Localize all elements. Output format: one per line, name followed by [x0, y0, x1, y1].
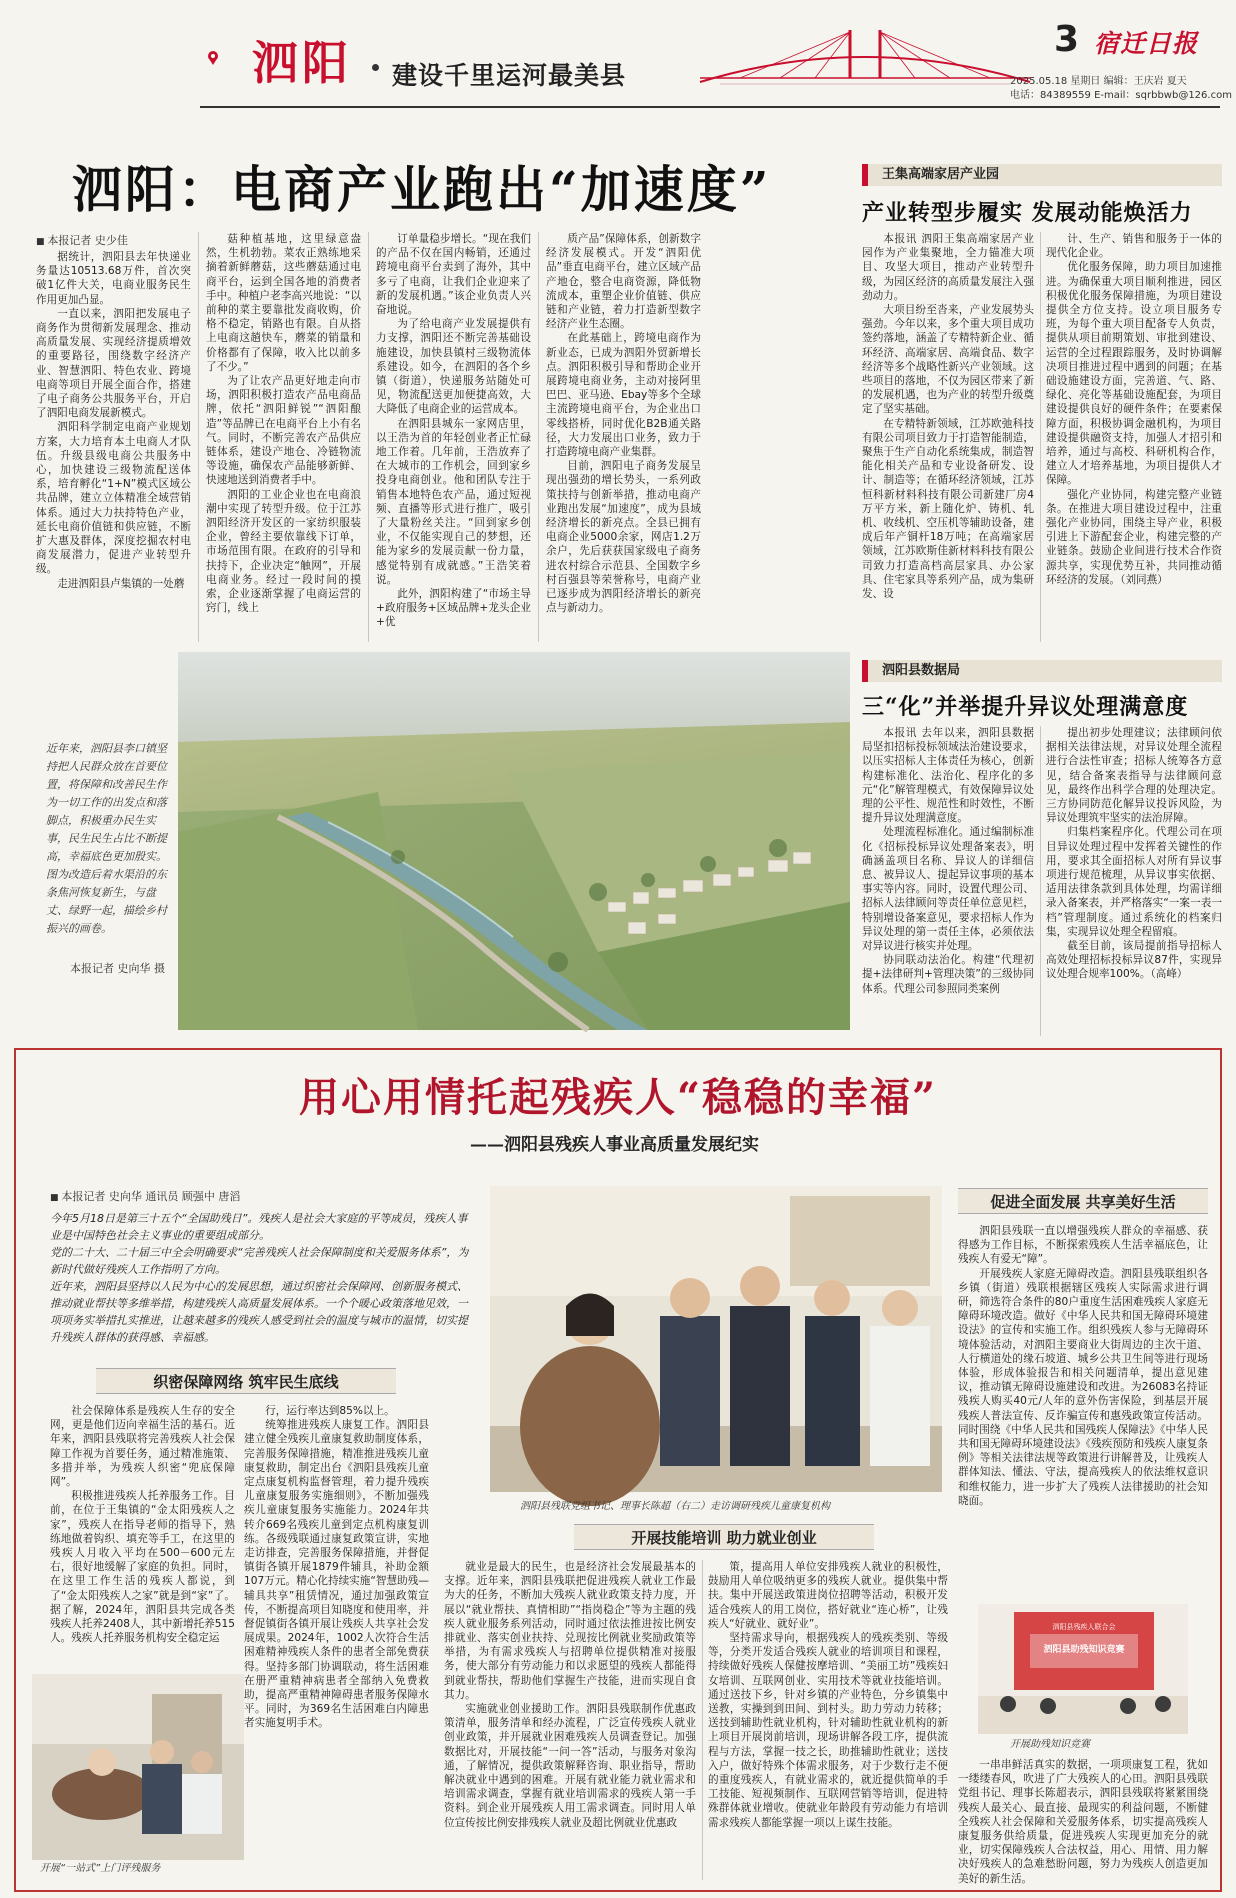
paragraph: 计、生产、销售和服务于一体的现代化企业。	[1046, 233, 1222, 260]
feature-byline: ■ 本报记者 史向华 通讯员 顾强中 唐滔	[50, 1188, 240, 1204]
location-pin-icon	[205, 50, 221, 66]
column-divider	[538, 232, 539, 642]
paragraph: 提出初步处理建议；法律顾问依据相关法律法规，对异议处理全流程进行合法性审查；招标人统筹各方意见，结合备案表指导与法律顾问意见，最终作出科学合理的处理决定。三方协同防范化解异议投诉风险，为异议处理筑牢坚实的法治屏障。	[1046, 727, 1222, 825]
top-article-column-1	[36, 250, 191, 645]
paragraph: 图为改造后着水渠沿的东条焦河恢复新生，与盘丈、绿野一起，描绘乡村振兴的画卷。	[46, 868, 167, 935]
side-article-2-tag: 泗阳县数据局	[862, 660, 1222, 682]
column-divider	[1040, 232, 1041, 642]
paragraph: 质产品”保障体系，创新数字经济发展模式。开发“泗阳优品”垂直电商平台，建立区域产品产地仓，整合电商资源，降低物流成本，重塑企业价值链、供应链和产业链，着力打造新型数字经济产业生态圈。	[546, 233, 701, 331]
paragraph: 近年来，泗阳县李口镇坚持把人民群众放在首要位置，将保障和改善民生作为一切工作的出发点和落脚点，积极重办民生实事，民生民生占比不断提高，幸福底色更加殷实。	[46, 742, 167, 863]
home-visit-photo	[32, 1674, 244, 1860]
feature-lead	[50, 1210, 470, 1356]
paragraph: 在此基础上，跨境电商作为新业态，已成为泗阳外贸新增长点。泗阳积极引导和帮助企业开展跨境电商业务，主动对接阿里巴巴、亚马逊、Ebay等多个全球主流跨境电商平台，为企业出口零线搭桥，同时优化B2B通关路径，大力发展出口业务，致力于打造跨境电商产业集群。	[546, 332, 701, 459]
feature-section-2-column-2	[708, 1560, 948, 1880]
side-article-2-column-2	[1046, 726, 1222, 1036]
paragraph: 为了让农产品更好地走向市场，泗阳积极打造农产品电商品牌，依托“泗阳鲜锐”“泗阳酿造”等品牌已在电商平台上小有名气。同时，不断完善农产品供应链体系，建设产地仓、冷链物流等设施，确保农产品能够新鲜、快速地送到消费者手中。	[206, 375, 361, 487]
contact-meta: 电话：84389559 E-mail：sqrbbwb@126.com	[1010, 90, 1232, 101]
paragraph: 泗阳的工业企业也在电商浪潮中实现了转型升级。位于江苏泗阳经济开发区的一家纺织服装企业，曾经主要依靠线下订单，市场范围有限。在政府的引导和扶持下，企业决定“触网”，开展电商业务。经过一段时间的摸索，企业逐渐掌握了电商运营的窍门，线上	[206, 488, 361, 615]
paragraph: 在泗阳县城东一家网店里，以王浩为首的年轻创业者正忙碌地工作着。几年前，王浩放弃了在大城市的工作机会，回到家乡投身电商创业。他和团队专注于销售本地特色农产品，通过短视频、直播等形式进行推广，吸引了大量粉丝关注。“回到家乡创业，不仅能实现自己的梦想，还能为家乡的发展贡献一份力量，感觉特别有成就感。”王浩笑着说。	[376, 417, 531, 586]
paragraph: 泗阳县残联一直以增强残疾人群众的幸福感、获得感为工作目标，不断探索残疾人生活幸福底色，让残疾人有爱无“障”。	[958, 1225, 1208, 1266]
feature-section-1-column-2	[244, 1404, 429, 1730]
feature-title: 用心用情托起残疾人“稳稳的幸福”	[298, 1074, 937, 1121]
paragraph: 强化产业协同，构建完整产业链条。在推进大项目建设过程中，注重强化产业协同，围绕主导产业，积极引进上下游配套企业，构建完整的产业链条。鼓励企业间进行技术合作资源共享，实现优势互补，共同推动循环经济的发展。（刘同燕）	[1046, 488, 1222, 586]
paragraph: 社会保障体系是残疾人生存的安全网，更是他们迈向幸福生活的基石。近年来，泗阳县残联将完善残疾人社会保障工作视为首要任务，通过精准施策、多措并举，为残疾人织密“兜底保障网”。	[50, 1405, 235, 1489]
paragraph: 订单量稳步增长。“现在我们的产品不仅在国内畅销，还通过跨境电商平台卖到了海外，其中多亏了电商，让我们企业迎来了新的发展机遇。”该企业负责人兴奋地说。	[376, 233, 531, 317]
feature-section-2-heading: 开展技能培训 助力就业创业	[574, 1524, 874, 1550]
paragraph: 党的二十大、二十届三中全会明确要求“完善残疾人社会保障制度和关爱服务体系”，为新时代做好残疾人工作指明了方向。	[50, 1246, 469, 1276]
paragraph: 实施就业创业援助工作。泗阳县残联制作优惠政策清单，服务清单和经办流程，广泛宣传残疾人就业创业政策，并开展就业困难残疾人员调查登记。加强数据比对，开展技能“一问一答”活动，与服务对象沟通，了解情况，提供政策解释咨询、职业指导，帮助解决就业中遇到的困难。开展有就业能力就业需求和培训需求调查，掌握有就业培训需求的残疾人第一手资料。到企业开展残疾人用工需求调查。同时用人单位宣传按比例安排残疾人就业及超比例就业优惠政	[444, 1703, 696, 1829]
column-divider	[368, 232, 369, 642]
quiz-screen-org: 泗阳县残疾人联合会	[1052, 1623, 1116, 1631]
paragraph: 一串串鲜活真实的数据，一项项康复工程，犹如一缕缕春风，吹进了广大残疾人的心田。泗阳县残联党组书记、理事长陈超表示，泗阳县残联将紧紧围绕残疾人最关心、最直接、最现实的利益问题，不断健全残疾人社会保障和关爱服务体系，切实提高残疾人康复服务供给质量，促进残疾人实现更加充分的就业，切实保障残疾人合法权益，用心、用情、用力解决好残疾人的急难愁盼问题，努力为残疾人创造更加美好的新生活。	[958, 1759, 1208, 1885]
issue-meta: 2025.05.18 星期日 编辑：王庆岩 夏天	[1010, 76, 1187, 87]
paragraph: 协同联动法治化。构建“代理初提+法律研判+管理决策”的三级协同体系。代理公司参照同类案例	[862, 954, 1034, 995]
top-article-column-2	[206, 232, 361, 642]
rehab-visit-caption: 泗阳县残联党组书记、理事长陈超（右二）走访调研残疾儿童康复机构	[520, 1501, 830, 1512]
side-article-2-title: 三“化”并举提升异议处理满意度	[862, 694, 1189, 720]
paragraph: 行，运行率达到85%以上。	[265, 1405, 395, 1417]
column-divider	[702, 1560, 703, 1880]
header-rule	[200, 106, 1220, 108]
paragraph: 目前，泗阳电子商务发展呈现出强劲的增长势头，一系列政策扶持与创新举措，推动电商产业跑出发展“加速度”，成为县域经济增长的新亮点。全县已拥有电商企业5000余家，网店1.2万余户，先后获获国家级电子商务进农村综合示范县、全国数字乡村百强县等荣誉称号，电商产业已逐步成为泗阳经济增长的新亮点与新动力。	[546, 460, 701, 615]
paragraph: 近年来，泗阳县坚持以人民为中心的发展思想，通过织密社会保障网、创新服务模式、推动就业帮扶等多维举措，构建残疾人高质量发展体系。一个个暖心政策落地见效，一项项务实举措扎实推进，让越来越多的残疾人感受到社会的温度与城市的温情，切实提升残疾人群体的获得感、幸福感。	[50, 1280, 468, 1344]
feature-subtitle: ——泗阳县残疾人事业高质量发展纪实	[470, 1135, 759, 1155]
paragraph: 在专精特新领域，江苏欧弛科技有限公司项目致力于打造智能制造，聚焦于生产自动化系统集成，制造智能化相关产品和专业设备研发、设计、制造等；在循环经济领域，江苏恒科新材料科技有限公司新建厂房4万平方米，新上随化炉、铸机、轧机、收线机、空压机等辅助设备，建成后年产铜杆18万吨；在高端家居领域，江苏欧斯佳新材料科技有限公司致力打造高档高层家具、办公家具、住宅家具等系列产品，成为集研发、设	[862, 417, 1034, 601]
paragraph: 处理流程标准化。通过编制标准化《招标投标异议处理备案表》，明确涵盖项目名称、异议人的详细信息、被异议人、提起异议事项的基本事实等内容。同时，设置代理公司、招标人法律顾问等责任单位意见栏，特别增设备案意见，要求招标人作为异议处理的第一责任主体，必须依法对异议进行核实并处理。	[862, 826, 1034, 953]
paragraph: 今年5月18日是第三十五个“全国助残日”。残疾人是社会大家庭的平等成员，残疾人事业是中国特色社会主义事业的重要组成部分。	[50, 1212, 468, 1242]
paragraph: 本报讯 去年以来，泗阳县数据局坚扣招标投标领域法治建设要求，以压实招标人主体责任为核心，创新构建标准化、法治化、程序化的多元“化”解管理模式，有效保障异议处理的公平性、规范性和时效性，不断提升异议处理满意度。	[862, 727, 1034, 825]
paragraph: 就业是最大的民生，也是经济社会发展最基本的支撑。近年来，泗阳县残联把促进残疾人就业工作最为大的任务，不断加大残疾人就业政策支持力度，开展以“就业帮扶、真情相助”“指岗稳企”等为主题的残疾人就业服务系列活动，同时通过依法推进按比例安排就业、落实创业扶持、兑现按比例就业奖励政策等举措，为有需求残疾人与招聘单位提供精准对接服务，使大部分有劳动能力和以求愿望的残疾人都能得到就业帮扶，帮助他们掌握生产技能，进而实现自食其力。	[444, 1561, 696, 1701]
feature-section-1-column-1	[50, 1404, 235, 1674]
top-article-column-3	[376, 232, 531, 642]
aerial-photo-credit: 本报记者 史向华 摄	[70, 962, 165, 975]
feature-section-1-heading: 织密保障网络 筑牢民生底线	[96, 1368, 396, 1394]
paragraph: 菇种植基地，这里绿意盎然，生机勃勃。菜农正熟练地采摘着新鲜蘑菇，这些蘑菇通过电商平台，运到全国各地的消费者手中。种植户老李高兴地说：“以前种的菜主要靠批发商收购，价格不稳定，销路也有限。自从搭上电商这趟快车，蘑菜的销量和价格都有了保障，收入比以前多了不少。”	[206, 233, 361, 373]
paragraph: 此外，泗阳构建了“市场主导+政府服务+区域品牌+龙头企业+优	[376, 588, 531, 629]
paragraph: 为了给电商产业发展提供有力支撑，泗阳还不断完善基础设施建设，加快县镇村三级物流体系建设。如今，在泗阳的各个乡镇（街道），快递服务站随处可见，物流配送更加便捷高效，大大降低了电商企业的运营成本。	[376, 318, 531, 416]
quiz-photo	[978, 1604, 1188, 1734]
paragraph: 归集档案程序化。代理公司在项目异议处理过程中发挥着关键性的作用，要求其全面招标人对所有异议事项进行规范梳理，从异议事实依据、适用法律条款到具体处理，均需详细录入备案表，并严格落实“一案一表一档”管理制度。通过系统化的档案归集，实现异议处理全程留痕。	[1046, 826, 1222, 938]
rehab-visit-photo	[490, 1186, 942, 1492]
feature-closing-paragraph	[958, 1758, 1208, 1884]
paragraph: 优化服务保障，助力项目加速推进。为确保重大项目顺利推进，园区积极优化服务保障措施，为项目建设提供全方位支持。设立项目服务专班，为每个重大项目配备专人负责，提供从项目前期策划、审批到建设、运营的全过程跟踪服务，及时协调解决项目推进过程中遇到的问题；在基础设施建设方面，完善道、气、路、绿化、亮化等基础设施配套，为项目建设提供良好的硬件条件；在要素保障方面，积极协调金融机构，为项目建设提供融资支持，加强人才招引和培养，通过与高校、科研机构合作，建立人才培养基地，为项目提供人才保障。	[1046, 261, 1222, 487]
top-article-column-4	[546, 232, 701, 642]
side-article-2-column-1	[862, 726, 1034, 1036]
feature-section-2-column-1	[444, 1560, 696, 1880]
home-visit-caption: 开展“一站式”上门评残服务	[40, 1863, 161, 1874]
newspaper-logo: 宿迁日报	[1094, 29, 1199, 58]
top-article-byline: ■ 本报记者 史少佳	[36, 232, 128, 248]
side-article-1-column-1	[862, 232, 1034, 642]
paragraph: 泗阳科学制定电商产业规划方案，大力培育本土电商人才队伍。升级县级电商公共服务中心，加快建设三级物流配送体系，培育孵化“1+N”模式区域公共品牌，建立立体精准全域营销体系。通过大力扶持特色产业，延长电商价值链和供应链，不断扩大惠及群体，深度挖掘农村电商发展潜力，促进产业转型升级。	[36, 421, 191, 576]
paragraph: 一直以来，泗阳把发展电子商务作为贯彻新发展理念、推动高质量发展、实现经济提质增效的重要路径，围绕数字经济产业、智慧泗阳、特色农业、跨境电商等项目开展全面合作，搭建了电子商务公共服务平台，开启了泗阳电商发展新模式。	[36, 307, 191, 420]
column-divider	[198, 232, 199, 642]
feature-section-3-heading: 促进全面发展 共享美好生活	[958, 1188, 1208, 1214]
aerial-canal-photo	[178, 652, 850, 1030]
feature-section-3-column-1	[958, 1224, 1208, 1600]
aerial-canal-illustration	[178, 652, 850, 1030]
paragraph: 积极推进残疾人托养服务工作。目前，在位于王集镇的“金太阳残疾人之家”，残疾人在指导老师的指导下，熟练地做着钩织、填充等手工，在这里的残疾人月收入平均在500－600元左右，很好地缓解了家庭的负担。同时，在这里工作生活的残疾人都说，到了“金太阳残疾人之家”就是到“家”了。据了解，2024年，泗阳县共完成各类残疾人托养2408人，其中新增托养515人。残疾人托养服务机构安全稳定运	[50, 1490, 235, 1645]
quiz-screen-title: 泗阳县助残知识竞赛	[1043, 1645, 1125, 1655]
masthead	[0, 0, 1236, 108]
side-article-1-column-2	[1046, 232, 1222, 642]
paragraph: 大项目纷至沓来，产业发展势头强劲。今年以来，多个重大项目成功签约落地，涵盖了专精特新企业、循环经济、高端家居、高端食品、数字经济等多个战略性新兴产业领域。这些项目的落地，不仅为园区带来了新的发展机遇，也为产业的转型升级奠定了坚实基础。	[862, 304, 1034, 416]
side-article-1-tag: 王集高端家居产业园	[862, 164, 1222, 186]
paragraph: 策，提高用人单位安排残疾人就业的积极性，鼓励用人单位吸纳更多的残疾人就业。提供集中帮扶。集中开展送政策进岗位招聘等活动，积极开发适合残疾人的用工岗位，搭好就业“连心桥”，让残疾人“好就业、就好业”。	[708, 1561, 948, 1630]
paragraph: 开展残疾人家庭无障碍改造。泗阳县残联组织各乡镇（街道）残联根据辖区残疾人实际需求进行调研，筛选符合条件的80户重度生活困难残疾人家庭无障碍环境改造。做好《中华人民共和国无障碍环境建设法》的宣传和实施工作。组织残疾人参与无障碍环境体验活动，对泗阳主要商业大街周边的主次干道、人行横道处的缘石坡道、城乡公共卫生间等进行现场体验，形成体验报告和相关问题清单，提出意见建议，推动镇无障碍设施建设和改进。为26083名持证残疾人购买40元/人年的意外伤害保险，到基层开展残疾人普法宣传、反诈骗宣传和惠残政策宣传活动。同时围绕《中华人民共和国残疾人保障法》《中华人民共和国无障碍环境建设法》《残疾预防和残疾人康复条例》等相关法律法规等政策进行讲解普及，让残疾人群体知法、懂法、守法，提高残疾人的依法维权意识和维权能力，进一步扩大了残疾人法律援助的社会知晓面。	[958, 1267, 1208, 1507]
section-name: 泗阳	[252, 36, 352, 90]
paragraph: 走进泗阳县卢集镇的一处蘑	[57, 577, 185, 590]
section-separator-dot	[372, 64, 379, 71]
paragraph: 本报讯 泗阳王集高端家居产业园作为产业集聚地，全力锚准大项目、攻坚大项目，推动产业转型升级，为园区经济的高质量发展注入强劲动力。	[862, 233, 1034, 302]
paragraph: 统筹推进残疾人康复工作。泗阳县建立健全残疾儿童康复救助制度体系，完善服务保障措施，精准推进残疾儿童康复救助，制定出台《泗阳县残疾儿童定点康复机构监督管理，着力提升残疾儿童康复服务实施细则》，不断加强残疾儿童康复服务实施能力。2024年共转介669名残疾儿童到定点机构康复训练。各级残联通过康复政策宣讲，实地走访排查，完善服务保障措施，并督促镇街各镇开展1879件辅具，补助金额107万元。精心化持续实施“智慧助残—辅具共享”租赁情况，通过加强政策宣传，不断提高项目知晓度和使用率，并督促镇街各镇开展让残疾人共享社会发展成果。2024年，1002人次符合生活困难精神残疾人条件的患者全部免费获得。坚持多部门协调联动，将生活困难在册严重精神病患者全部纳入免费救助，提高严重精神障碍患者服务保障水平。同时，为369名生活困难白内障患者实施复明手术。	[244, 1419, 429, 1730]
page-number: 3	[1054, 19, 1080, 60]
side-article-1-title: 产业转型步履实 发展动能焕活力	[862, 200, 1193, 226]
paragraph: 据统计，泗阳县去年快递业务量达10513.68万件，首次突破1亿件大关，电商业服务民生作用更加凸显。	[36, 251, 191, 306]
section-slogan: 建设千里运河最美县	[392, 61, 627, 90]
column-divider	[1040, 726, 1041, 1036]
top-article-title: 泗阳：电商产业跑出“加速度”	[72, 160, 772, 219]
aerial-photo-caption	[46, 740, 176, 938]
quiz-photo-caption: 开展助残知识竞赛	[1010, 1739, 1090, 1750]
bridge-illustration	[700, 22, 1030, 86]
paragraph: 截至目前，该局提前指导招标人高效处理招标投标异议87件，实现异议处理合规率100%。（高峰）	[1046, 940, 1222, 981]
paragraph: 坚持需求导向，根据残疾人的残疾类别、等级等，分类开发适合残疾人就业的培训项目和课程，持续做好残疾人保健按摩培训、“美丽工坊”残疾妇女培训、互联网创业、实用技术等就业技能培训。通过送技下乡，针对乡镇的产业特色，分乡镇集中送教，实操到到田间、到村头。助力劳动力转移；送技到辅助性就业机构，针对辅助性就业机构的新上项目开展岗前培训，现场讲解各段工序，提供流程与方法，掌握一技之长，助推辅助性就业；送技入户，做好特殊个体需求服务，对于少数行走不便的重度残疾人，有就业需求的，就近提供简单的手工技能、短视频制作、互联网营销等培训，促进特殊群体就业增收。使就业年龄段有劳动能力有培训需求残疾人都能掌握一项以上谋生技能。	[708, 1632, 948, 1829]
